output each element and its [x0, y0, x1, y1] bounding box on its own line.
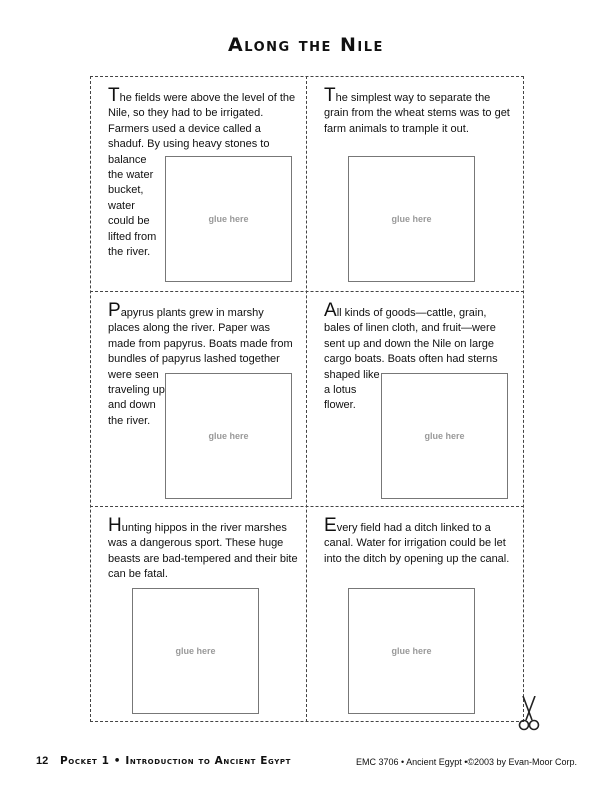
wrap-float — [381, 588, 514, 718]
glue-label: glue here — [208, 214, 249, 224]
card-ditch — [306, 506, 522, 721]
card-hippos — [90, 506, 306, 721]
glue-label: glue here — [208, 431, 249, 441]
card-threshing — [306, 76, 522, 291]
card-body: apyrus plants grew in marshy places along the river. Paper was made from papyrus. Boats made from bundles of papyrus lashed together were seen traveling up and down the river. — [108, 307, 293, 427]
card-cargo-boats — [306, 291, 522, 506]
page-number: 12 — [36, 755, 49, 767]
glue-label: glue here — [391, 214, 432, 224]
card-initial: T — [324, 85, 336, 106]
wrap-float — [165, 588, 298, 718]
glue-label: glue here — [175, 646, 216, 656]
card-text — [324, 85, 514, 286]
glue-label: glue here — [424, 431, 465, 441]
footer-section: Pocket 1 • Introduction to Ancient Egypt — [60, 755, 292, 767]
wrap-float — [381, 373, 514, 503]
card-body: he fields were above the level of the Nile, so they had to be irrigated. Farmers used a device called a shaduf. By using heavy stones to balance the water bucket, water could be lifted from the river. — [108, 92, 296, 259]
card-text — [108, 515, 298, 718]
card-text — [324, 515, 514, 718]
card-initial: H — [108, 515, 122, 536]
footer-credit: EMC 3706 • Ancient Egypt •©2003 by Evan-Moor Corp. — [356, 757, 578, 767]
card-initial: A — [324, 300, 337, 321]
card-text — [108, 300, 298, 503]
card-irrigation — [90, 76, 306, 291]
card-body: very field had a ditch linked to a canal. Water for irrigation could be let into the ditch by opening up the canal. — [324, 522, 510, 565]
card-initial: T — [108, 85, 120, 106]
card-body: he simplest way to separate the grain from the wheat stems was to get farm animals to trample it out. — [324, 92, 510, 135]
page-title: Along the Nile — [228, 34, 384, 56]
wrap-float — [163, 156, 296, 286]
card-body: unting hippos in the river marshes was a dangerous sport. These huge beasts are bad-tempered and their bite can be fatal. — [108, 522, 298, 581]
wrap-float — [165, 373, 298, 503]
card-body: ll kinds of goods—cattle, grain, bales of linen cloth, and fruit—were sent up and down the Nile on large cargo boats. Boats often had sterns shaped like a lotus flower. — [324, 307, 498, 412]
card-initial: E — [324, 515, 337, 536]
card-text — [324, 300, 514, 503]
card-initial: P — [108, 300, 121, 321]
scissors-icon — [515, 696, 543, 732]
wrap-float — [381, 156, 514, 286]
card-papyrus — [90, 291, 306, 506]
card-text — [108, 85, 296, 286]
glue-label: glue here — [391, 646, 432, 656]
